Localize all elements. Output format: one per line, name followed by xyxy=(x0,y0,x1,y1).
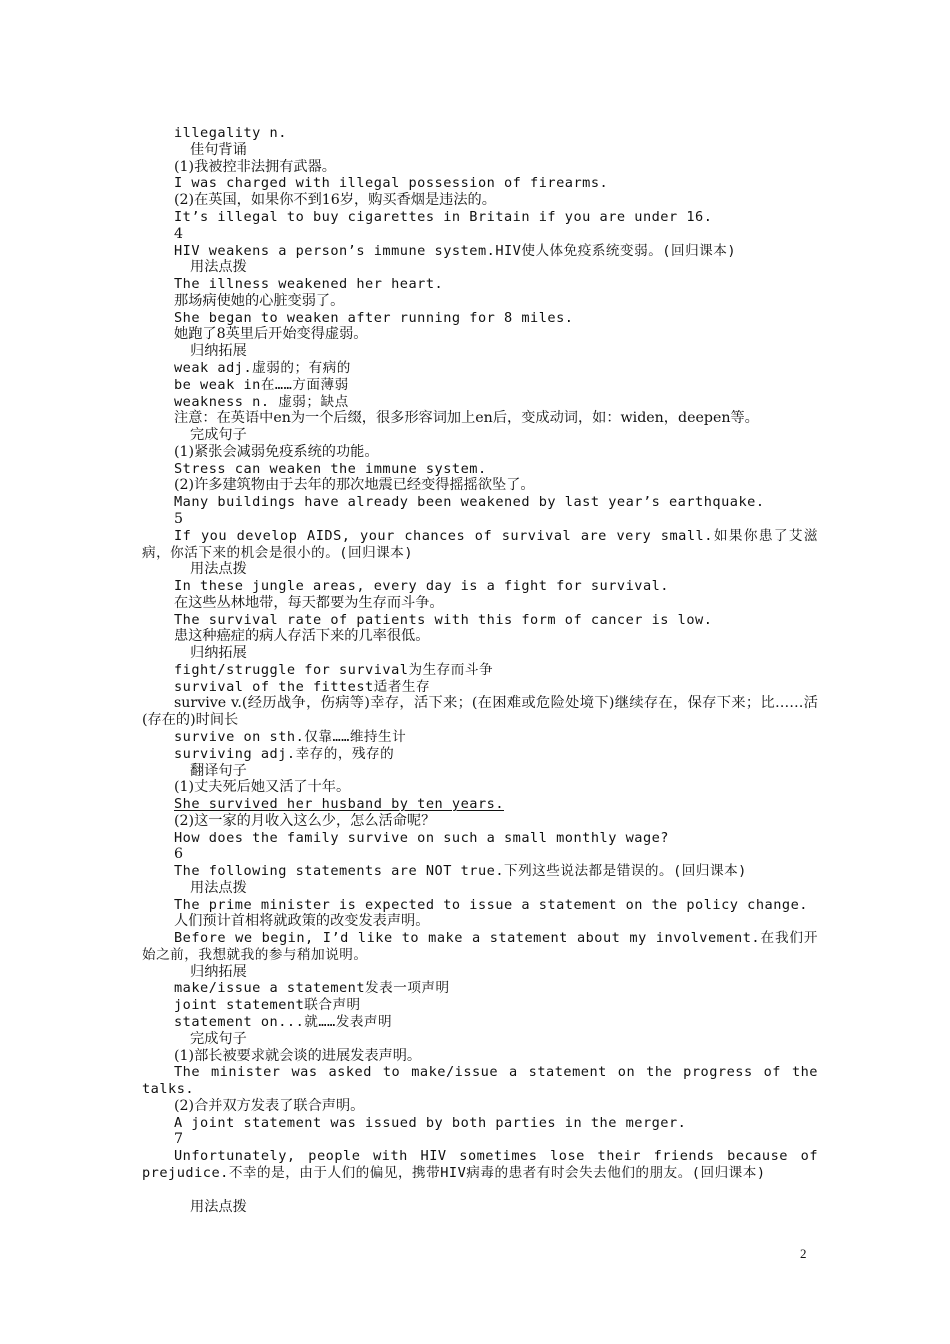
section-heading: 佳句背诵 xyxy=(190,142,247,158)
key-sentence: HIV weakens a person’s immune system.HIV使人体免疫系统变弱。(回归课本) xyxy=(174,243,737,259)
text-line: weak adj.虚弱的；有病的 xyxy=(174,360,351,376)
text-line: How does the family survive on such a small monthly wage? xyxy=(174,830,669,846)
text-line: survival of the fittest适者生存 xyxy=(174,679,431,695)
section-heading: 用法点拨 xyxy=(190,880,247,896)
text-line: weakness n. 虚弱；缺点 xyxy=(174,394,349,410)
key-sentence xyxy=(142,528,818,562)
text-line: (1)部长被要求就会谈的进展发表声明。 xyxy=(174,1048,422,1064)
page-number: 2 xyxy=(800,1246,807,1261)
section-heading: 归纳拓展 xyxy=(190,645,247,661)
text-line: A joint statement was issued by both parties in the merger. xyxy=(174,1115,687,1131)
text-line: surviving adj.幸存的，残存的 xyxy=(174,746,395,762)
text-line: be weak in在……方面薄弱 xyxy=(174,377,349,393)
text-line: It’s illegal to buy cigarettes in Britain if you are under 16. xyxy=(174,209,713,225)
text-line: Stress can weaken the immune system. xyxy=(174,461,487,477)
text-line: (2)在英国，如果你不到16岁，购买香烟是违法的。 xyxy=(174,192,496,208)
text-line: statement on...就……发表声明 xyxy=(174,1014,393,1030)
text-line: 那场病使她的心脏变弱了。 xyxy=(174,293,345,309)
section-heading: 翻译句子 xyxy=(190,763,247,779)
section-heading: 用法点拨 xyxy=(190,259,247,275)
text-line-text: The minister was asked to make/issue a statement on the progress of the talks. xyxy=(142,1064,818,1097)
section-heading: 用法点拨 xyxy=(190,1199,247,1215)
text-line: make/issue a statement发表一项声明 xyxy=(174,980,450,996)
text-line: The survival rate of patients with this form of cancer is low. xyxy=(174,612,713,628)
text-line: fight/struggle for survival为生存而斗争 xyxy=(174,662,494,678)
text-line: The prime minister is expected to issue a statement on the policy change. xyxy=(174,897,808,913)
text-line xyxy=(142,930,818,964)
key-sentence-text: If you develop AIDS, your chances of survival are very small.如果你患了艾滋病，你活下来的机会是很小的。(回归课本) xyxy=(142,528,818,561)
text-line: I was charged with illegal possession of firearms. xyxy=(174,175,609,191)
section-heading: 完成句子 xyxy=(190,1031,247,1047)
text-line: 在这些丛林地带，每天都要为生存而斗争。 xyxy=(174,595,444,611)
text-line xyxy=(142,1064,818,1098)
text-line: (1)紧张会减弱免疫系统的功能。 xyxy=(174,444,379,460)
text-line: (2)这一家的月收入这么少，怎么活命呢？ xyxy=(174,813,436,829)
section-heading: 归纳拓展 xyxy=(190,964,247,980)
item-number: 4 xyxy=(174,226,184,242)
text-line: She began to weaken after running for 8 miles. xyxy=(174,310,574,326)
answer-line: She survived her husband by ten years. xyxy=(174,796,504,812)
text-line-text: Before we begin, I’d like to make a statement about my involvement.在我们开始之前，我想就我的参与稍加说明。 xyxy=(142,930,818,963)
text-line: (1)我被控非法拥有武器。 xyxy=(174,159,336,175)
item-number: 7 xyxy=(174,1131,184,1147)
text-line: (1)丈夫死后她又活了十年。 xyxy=(174,779,351,795)
key-sentence: The following statements are NOT true.下列这些说法都是错误的。(回归课本) xyxy=(174,863,747,879)
text-line: 人们预计首相将就政策的改变发表声明。 xyxy=(174,913,430,929)
text-line: joint statement联合声明 xyxy=(174,997,361,1013)
text-line xyxy=(142,695,818,729)
text-line: (2)合并双方发表了联合声明。 xyxy=(174,1098,365,1114)
text-line: 患这种癌症的病人存活下来的几率很低。 xyxy=(174,628,430,644)
item-number: 6 xyxy=(174,846,184,862)
section-heading: 完成句子 xyxy=(190,427,247,443)
text-line-text: survive v.(经历战争，伤病等)幸存，活下来；(在困难或危险处境下)继续存在，保存下来；比……活(存在的)时间长 xyxy=(142,695,818,728)
section-heading: 归纳拓展 xyxy=(190,343,247,359)
text-line: In these jungle areas, every day is a fight for survival. xyxy=(174,578,669,594)
text-line: Many buildings have already been weakened by last year’s earthquake. xyxy=(174,494,765,510)
text-line: 注意：在英语中en为一个后缀，很多形容词加上en后，变成动词，如：widen，deepen等。 xyxy=(174,410,759,426)
section-heading: 用法点拨 xyxy=(190,561,247,577)
item-number: 5 xyxy=(174,511,184,527)
text-line: The illness weakened her heart. xyxy=(174,276,444,292)
key-sentence-text: Unfortunately, people with HIV sometimes lose their friends because of prejudice.不幸的是，由于人们的偏见，携带HIV病毒的患者有时会失去他们的朋友。(回归课本) xyxy=(142,1148,818,1181)
text-line: (2)许多建筑物由于去年的那次地震已经变得摇摇欲坠了。 xyxy=(174,477,535,493)
key-sentence xyxy=(142,1148,818,1182)
text-line: illegality n. xyxy=(174,125,287,141)
text-line: survive on sth.仅靠……维持生计 xyxy=(174,729,407,745)
text-line: 她跑了8英里后开始变得虚弱。 xyxy=(174,326,368,342)
